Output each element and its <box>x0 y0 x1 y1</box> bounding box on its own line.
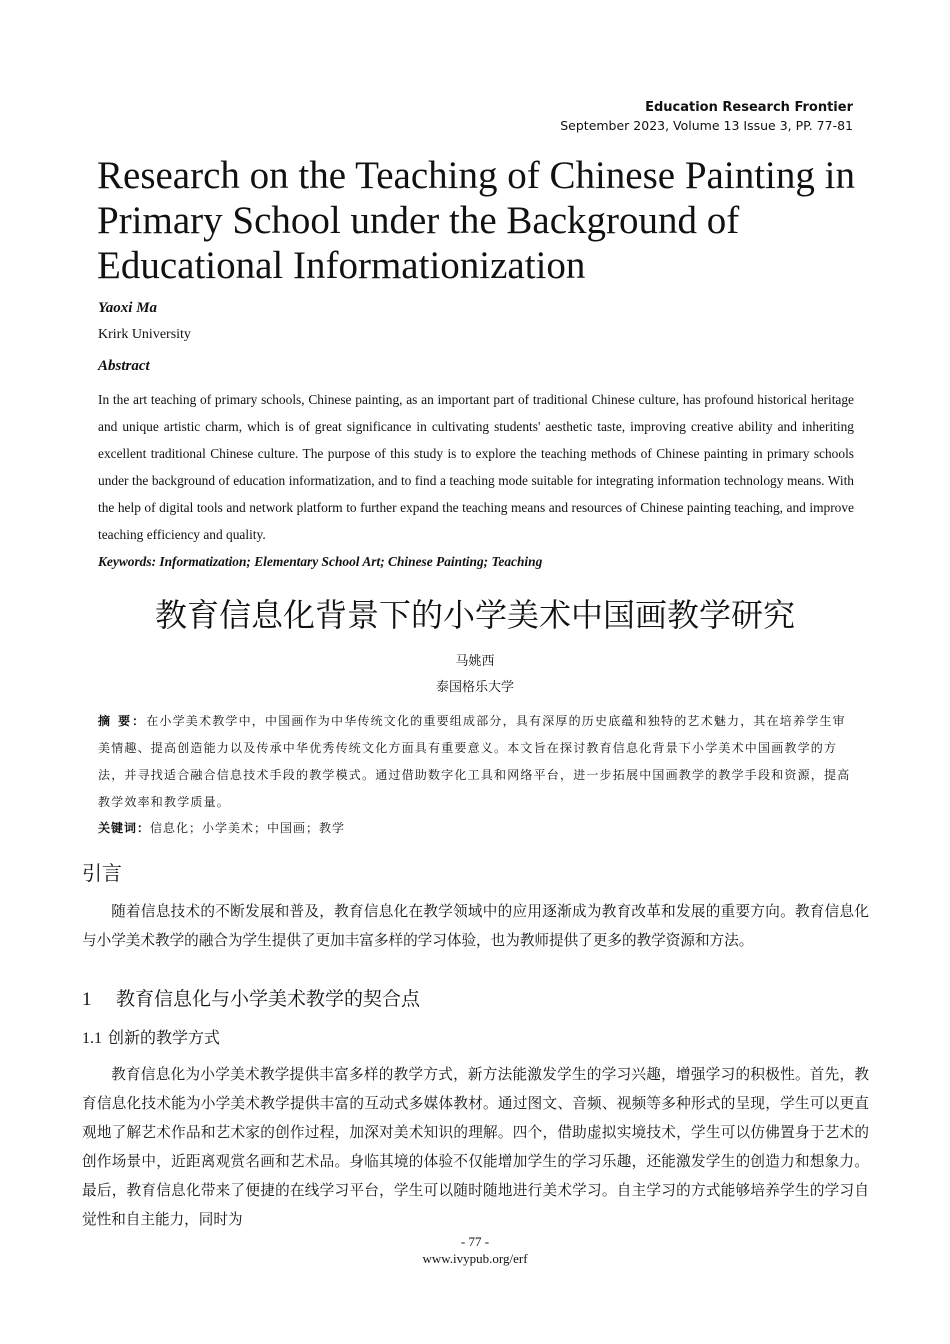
abstract-body-en: In the art teaching of primary schools, Chinese painting, as an important part of traditional Chinese culture, has profound historical heritage and unique artistic charm, which is of great significance in cultivating students' aesthetic taste, improving creative ability and inheriting excellent traditional Chinese culture. The purpose of this study is to explore the teaching methods of Chinese painting in primary schools under the background of education informatization, and to find a teaching mode suitable for integrating information technology means. With the help of digital tools and network platform to further expand the teaching means and resources of Chinese painting teaching, and improve teaching efficiency and quality. <box>98 392 854 542</box>
journal-header <box>560 99 853 135</box>
paper-title-cn: 教育信息化背景下的小学美术中国画教学研究 <box>154 596 795 634</box>
section-1-title: 教育信息化与小学美术教学的契合点 <box>116 988 421 1010</box>
section-1-1-title: 创新的教学方式 <box>108 1028 221 1047</box>
journal-issue: September 2023, Volume 13 Issue 3, PP. 77-81 <box>560 118 853 133</box>
affiliation-en: Krirk University <box>98 327 191 342</box>
section-1-heading <box>82 984 420 1015</box>
author-name-en: Yaoxi Ma <box>98 300 158 316</box>
intro-paragraph: 随着信息技术的不断发展和普及，教育信息化在教学领域中的应用逐渐成为教育改革和发展的重要方向。教育信息化与小学美术教学的融合为学生提供了更加丰富多样的学习体验，也为教师提供了更多的教学资源和方法。 <box>82 903 869 949</box>
journal-name: Education Research Frontier <box>645 100 853 115</box>
section-1-number: 1 <box>82 989 92 1010</box>
intro-heading: 引言 <box>82 861 122 885</box>
abstract-heading: Abstract <box>98 358 150 374</box>
abstract-cn <box>98 708 854 816</box>
abstract-cn-body: 在小学美术教学中，中国画作为中华传统文化的重要组成部分，具有深厚的历史底蕴和独特的艺术魅力，其在培养学生审美情趣、提高创造能力以及传承中华优秀传统文化方面具有重要意义。本文旨在探讨教育信息化背景下小学美术中国画教学的方法，并寻找适合融合信息技术手段的教学模式。通过借助数字化工具和网络平台，进一步拓展中国画教学的教学手段和资源，提高教学效率和教学质量。 <box>98 714 851 809</box>
keywords-cn-body: 信息化；小学美术；中国画；教学 <box>150 821 346 835</box>
section-1-1-paragraph: 教育信息化为小学美术教学提供丰富多样的教学方式，新方法能激发学生的学习兴趣，增强学习的积极性。首先，教育信息化技术能为小学美术教学提供丰富的互动式多媒体教材。通过图文、音频、视频等多种形式的呈现，学生可以更直观地了解艺术作品和艺术家的创作过程，加深对美术知识的理解。四个，借助虚拟实境技术，学生可以仿佛置身于艺术的创作场景中，近距离观赏名画和艺术品。身临其境的体验不仅能增加学生的学习乐趣，还能激发学生的创造力和想象力。最后，教育信息化带来了便捷的在线学习平台，学生可以随时随地进行美术学习。自主学习的方式能够培养学生的学习自觉性和自主能力，同时为 <box>82 1066 869 1228</box>
keywords-en: Keywords: Informatization; Elementary School Art; Chinese Painting; Teaching <box>98 554 543 569</box>
affiliation-cn: 泰国格乐大学 <box>435 680 514 695</box>
section-1-1-number: 1.1 <box>82 1030 102 1047</box>
page-number: - 77 - <box>460 1234 490 1249</box>
footer-url: www.ivypub.org/erf <box>422 1251 528 1266</box>
paper-title-en: Research on the Teaching of Chinese Painting in Primary School under the Background of Educational Informationization <box>97 154 855 287</box>
keywords-cn <box>98 817 345 839</box>
keywords-cn-label: 关键词： <box>98 821 151 835</box>
author-name-cn: 马姚西 <box>455 654 495 669</box>
abstract-cn-label: 摘 要： <box>98 714 147 728</box>
section-1-1-heading <box>82 1024 220 1053</box>
